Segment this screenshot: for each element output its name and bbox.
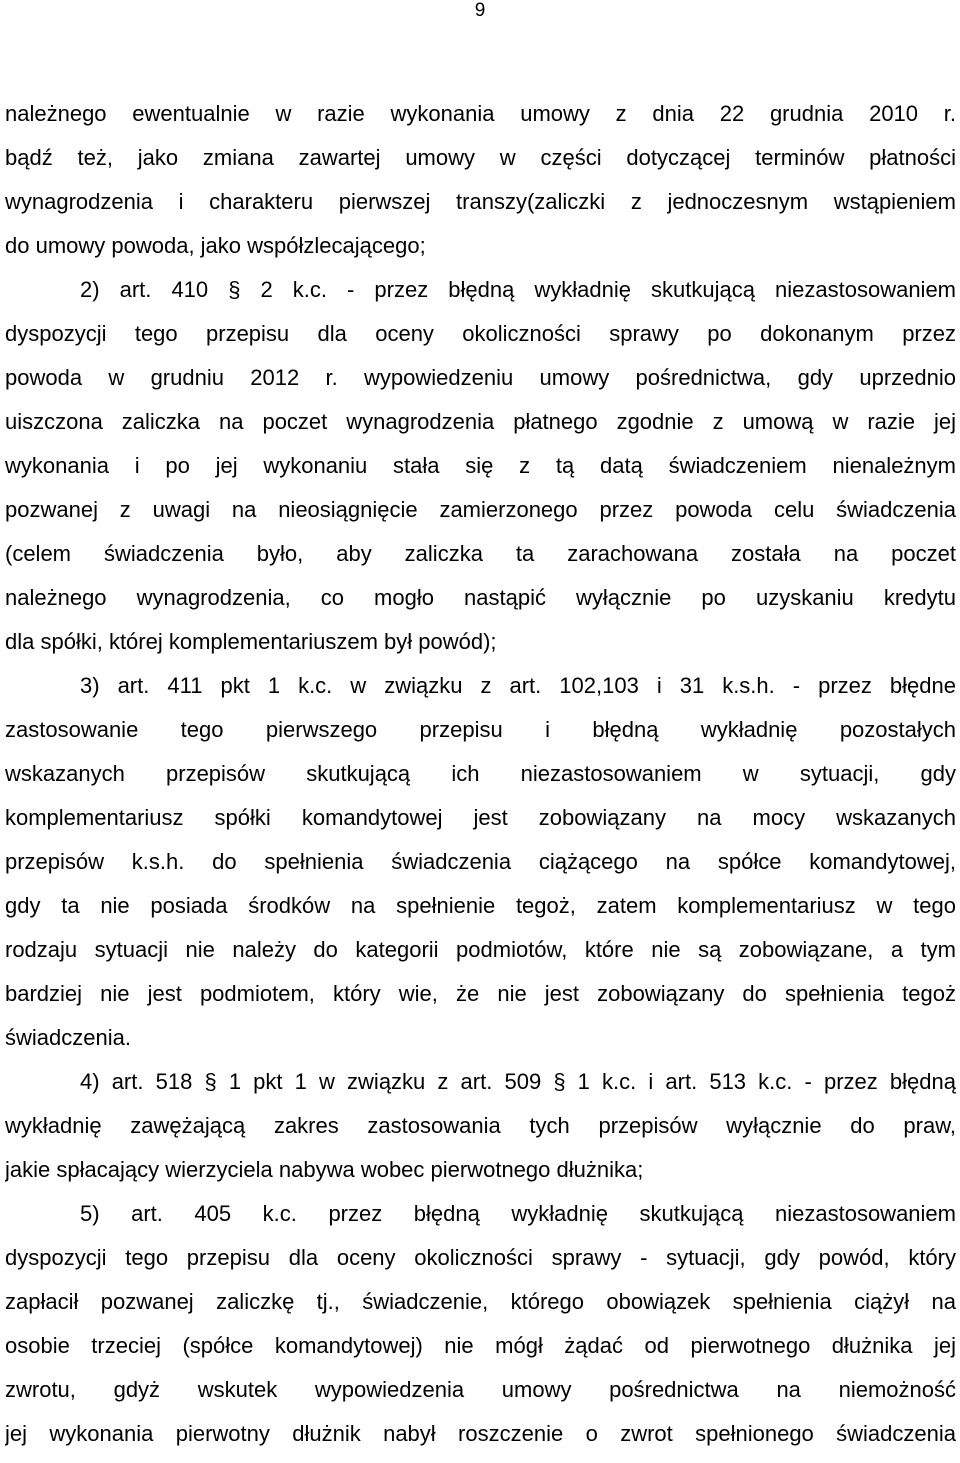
text-line: wykonania i po jej wykonaniu stała się z tą datą świadczeniem nienależnym <box>5 453 956 478</box>
text-line: pozwanej z uwagi na nieosiągnięcie zamierzonego przez powoda celu świadczenia <box>5 497 956 522</box>
text-line: osobie trzeciej (spółce komandytowej) nie mógł żądać od pierwotnego dłużnika jej <box>5 1333 956 1358</box>
text-line: wykładnię zawężającą zakres zastosowania tych przepisów wyłącznie do praw, <box>5 1113 956 1138</box>
text-line: 2) art. 410 § 2 k.c. - przez błędną wykładnię skutkującą niezastosowaniem <box>80 277 956 302</box>
text-line: wynagrodzenia i charakteru pierwszej transzy(zaliczki z jednoczesnym wstąpieniem <box>5 189 956 214</box>
document-body <box>5 92 956 1456</box>
text-line: jakie spłacający wierzyciela nabywa wobec pierwotnego dłużnika; <box>5 1157 644 1182</box>
text-line: należnego ewentualnie w razie wykonania umowy z dnia 22 grudnia 2010 r. <box>5 101 956 126</box>
page-number: 9 <box>474 0 486 21</box>
text-line: do umowy powoda, jako współzlecającego; <box>5 233 426 258</box>
text-line: 5) art. 405 k.c. przez błędną wykładnię skutkującą niezastosowaniem <box>80 1201 956 1226</box>
text-line: uiszczona zaliczka na poczet wynagrodzenia płatnego zgodnie z umową w razie jej <box>5 409 956 434</box>
text-line: zwrotu, gdyż wskutek wypowiedzenia umowy pośrednictwa na niemożność <box>5 1377 956 1402</box>
text-line: bądź też, jako zmiana zawartej umowy w części dotyczącej terminów płatności <box>5 145 956 170</box>
text-line: komplementariusz spółki komandytowej jest zobowiązany na mocy wskazanych <box>5 805 956 830</box>
text-line: bardziej nie jest podmiotem, który wie, że nie jest zobowiązany do spełnienia tegoż <box>5 981 956 1006</box>
text-line: zapłacił pozwanej zaliczkę tj., świadczenie, którego obowiązek spełnienia ciążył na <box>5 1289 956 1314</box>
text-line: przepisów k.s.h. do spełnienia świadczenia ciążącego na spółce komandytowej, <box>5 849 956 874</box>
text-line: dyspozycji tego przepisu dla oceny okoliczności sprawy - sytuacji, gdy powód, który <box>5 1245 956 1270</box>
text-line: (celem świadczenia było, aby zaliczka ta zarachowana została na poczet <box>5 541 956 566</box>
text-line: zastosowanie tego pierwszego przepisu i błędną wykładnię pozostałych <box>5 717 956 742</box>
text-line: powoda w grudniu 2012 r. wypowiedzeniu umowy pośrednictwa, gdy uprzednio <box>5 365 956 390</box>
text-line: gdy ta nie posiada środków na spełnienie tegoż, zatem komplementariusz w tego <box>5 893 956 918</box>
text-line: 3) art. 411 pkt 1 k.c. w związku z art. 102,103 i 31 k.s.h. - przez błędne <box>80 673 956 698</box>
text-line: rodzaju sytuacji nie należy do kategorii podmiotów, które nie są zobowiązane, a tym <box>5 937 956 962</box>
text-line: dyspozycji tego przepisu dla oceny okoliczności sprawy po dokonanym przez <box>5 321 956 346</box>
text-line: wskazanych przepisów skutkującą ich niezastosowaniem w sytuacji, gdy <box>5 761 956 786</box>
text-line: dla spółki, której komplementariuszem był powód); <box>5 629 497 654</box>
text-line: 4) art. 518 § 1 pkt 1 w związku z art. 509 § 1 k.c. i art. 513 k.c. - przez błędną <box>80 1069 956 1094</box>
text-line: jej wykonania pierwotny dłużnik nabył roszczenie o zwrot spełnionego świadczenia <box>5 1421 956 1446</box>
text-line: należnego wynagrodzenia, co mogło nastąpić wyłącznie po uzyskaniu kredytu <box>5 585 956 610</box>
text-line: świadczenia. <box>5 1025 131 1050</box>
